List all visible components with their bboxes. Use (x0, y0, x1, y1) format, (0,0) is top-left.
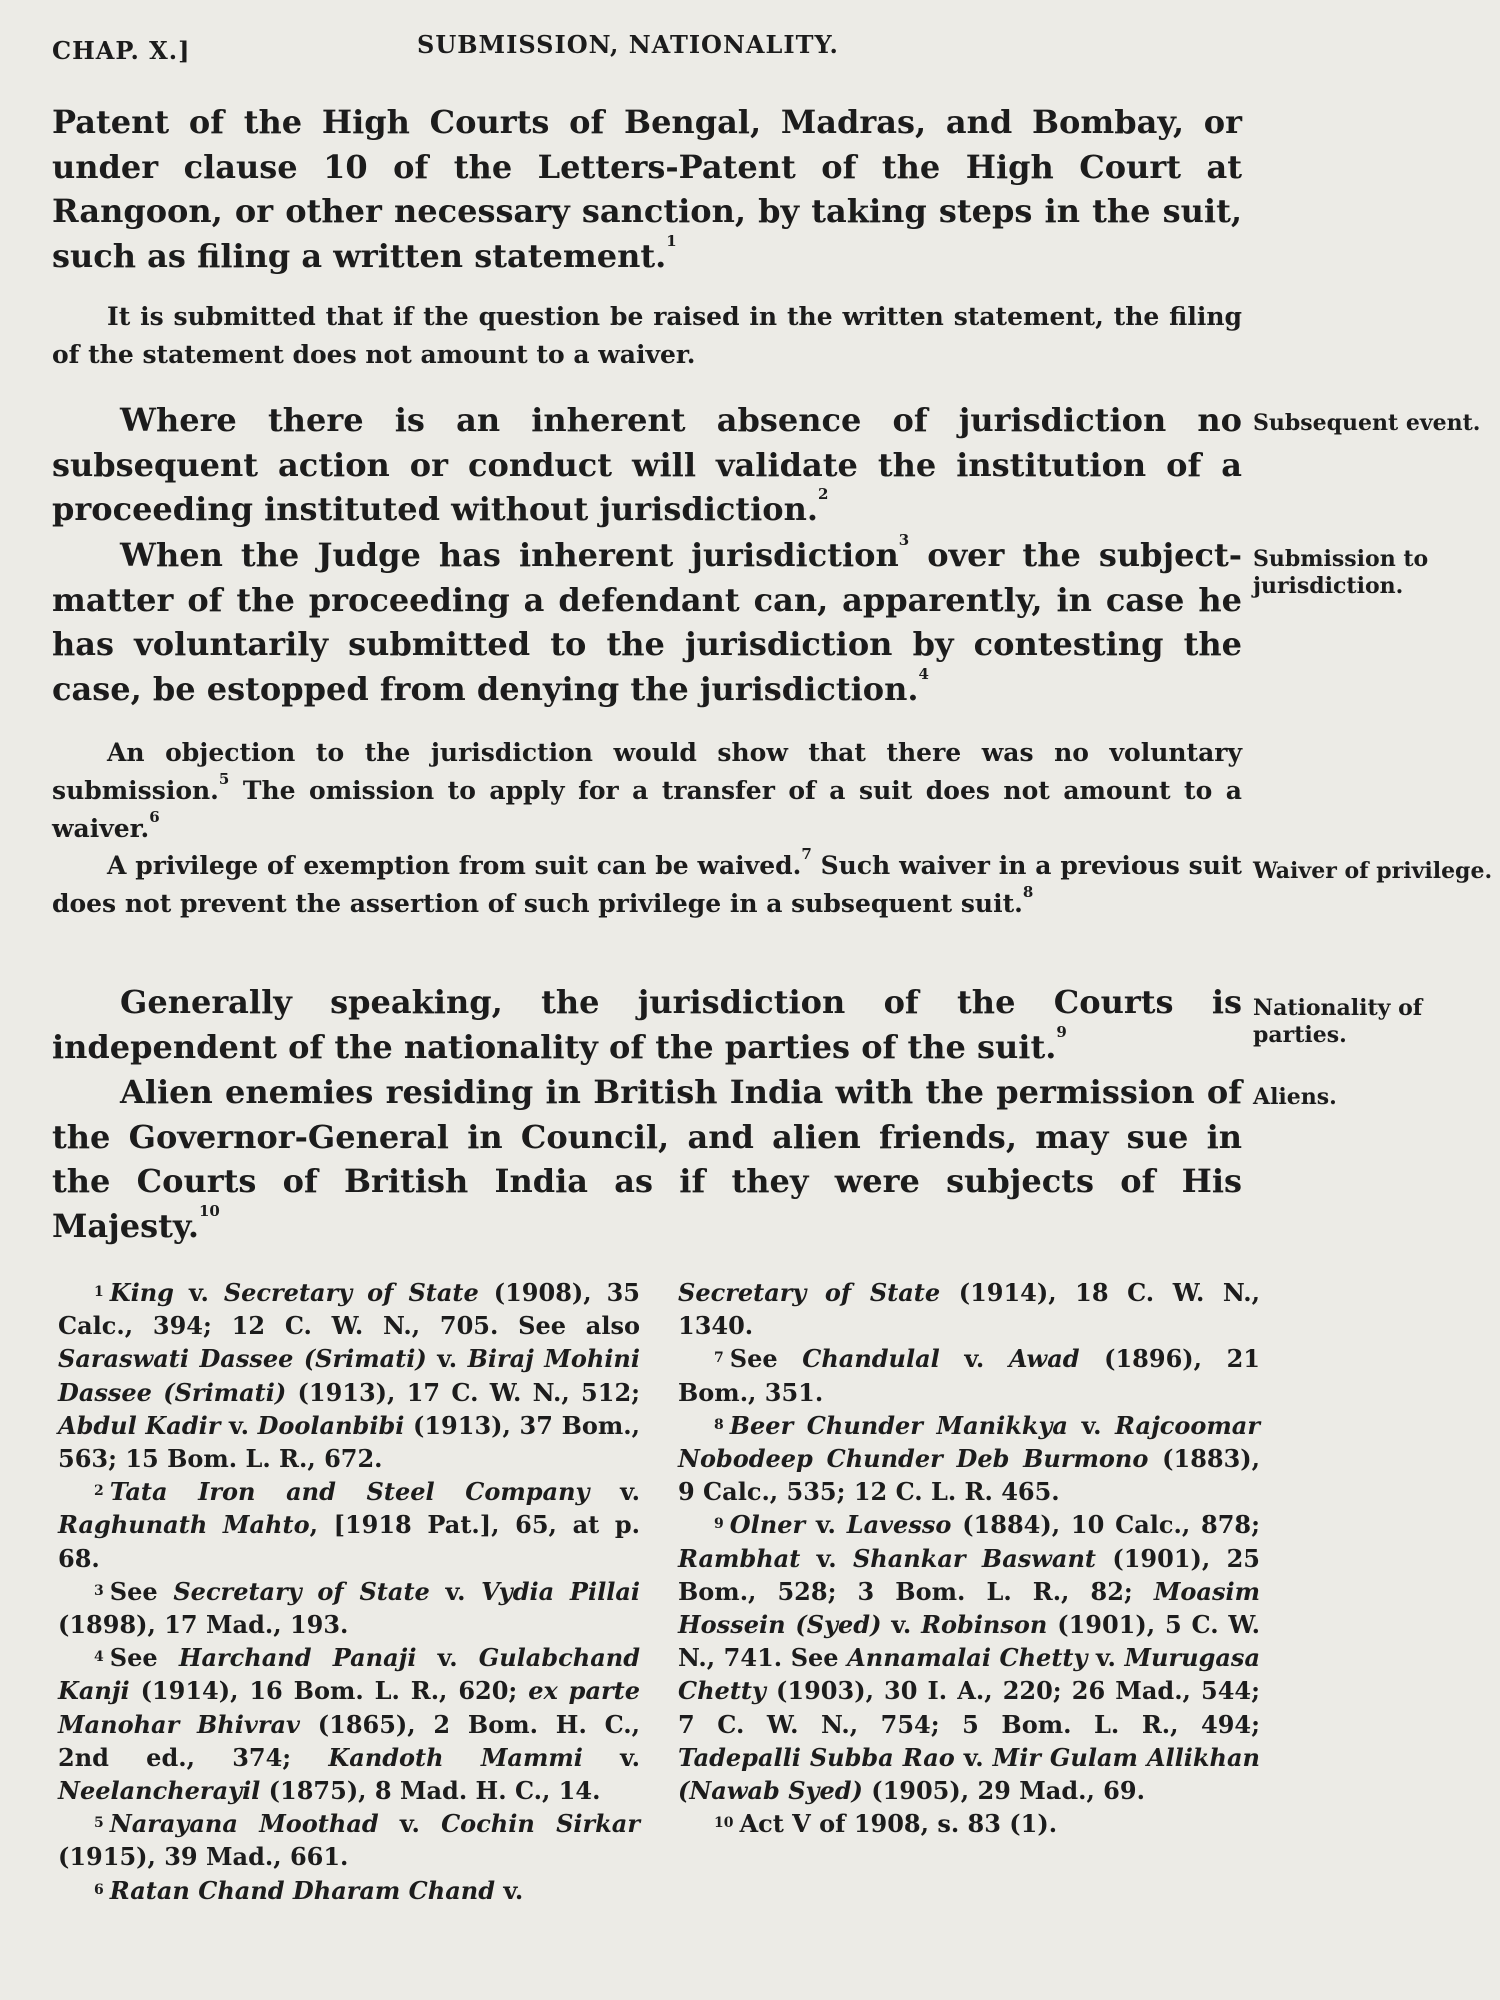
note-paragraph-2 (52, 734, 1242, 848)
footnote-2: $^2$ Tata Iron and Steel Company v. Raghunath Mahto, [1918 Pat.], 65, at p. 68. (58, 1477, 640, 1573)
footnote-3: $^3$ See Secretary of State v. Vydia Pillai (1898), 17 Mad., 193. (58, 1576, 640, 1640)
paragraph-5-text: Alien enemies residing in British India with the permission of the Governor-General in Council, and alien friends, may sue in the Courts of British India as if they were subjects of His Majesty. (52, 1073, 1242, 1245)
ref-3: 3 (898, 531, 910, 549)
footnote-7: $^7$ See Chandulal v. Awad (1896), 21 Bom., 351. (678, 1344, 1260, 1407)
note-paragraph-3 (52, 847, 1242, 923)
footnote-6-start: $^6$ Ratan Chand Dharam Chand v. (94, 1875, 524, 1905)
sidenote-waiver: Waiver of privilege. (1253, 858, 1493, 884)
paragraph-4-text: Generally speaking, the jurisdiction of the Courts is independent of the nationality of the parties of the suit. (52, 983, 1242, 1066)
sidenote-aliens: Aliens. (1253, 1084, 1337, 1110)
ref-9: 9 (1056, 1022, 1067, 1041)
note-2-text-a: An objection to the jurisdiction would show that there was no voluntary submission. (52, 738, 1242, 805)
footnote-1: $^1$ King v. Secretary of State (1908), 35 Calc., 394; 12 C. W. N., 705. See also Saraswati Dassee (Srimati) v. Biraj Mohini Dassee (Srimati) (1913), 17 C. W. N., 512; Abdul Kadir v. Doolanbibi (1913), 37 Bom., 563; 15 Bom. L. R., 672. (58, 1278, 641, 1474)
footnote-10: $^{10}$ Act V of 1908, s. 83 (1). (714, 1809, 1058, 1839)
chapter-label: CHAP. X.] (52, 36, 191, 65)
footnote-6-cont: Secretary of State (1914), 18 C. W. N., 1340. (678, 1278, 1260, 1341)
note-paragraph-text: It is submitted that if the question be raised in the written statement, the filing of the statement does not amount to a waiver. (52, 302, 1242, 369)
running-header (52, 30, 1242, 70)
ref-4: 4 (918, 664, 929, 683)
footnote-9: $^9$ Olner v. Lavesso (1884), 10 Calc., 878; Rambhat v. Shankar Baswant (1901), 25 Bom., 528; 3 Bom. L. R., 82; Moasim Hossein (Syed) v. Robinson (1901), 5 C. W. N., 741. See Annamalai Chetty v. Murugasa Chetty (1903), 30 I. A., 220; 26 Mad., 544; 7 C. W. N., 754; 5 Bom. L. R., 494; Tadepalli Subba Rao v. Mir Gulam Allikhan (Nawab Syed) (1905), 29 Mad., 69. (678, 1510, 1260, 1806)
paragraph-2 (52, 398, 1242, 532)
ref-7: 7 (801, 845, 812, 863)
page-title: SUBMISSION, NATIONALITY. (417, 30, 839, 59)
footnote-5: $^5$ Narayana Moothad v. Cochin Sirkar (1915), 39 Mad., 661. (58, 1809, 640, 1872)
sidenote-nationality: Nationality of parties. (1253, 995, 1423, 1048)
sidenote-submission: Submission to jurisdiction. (1253, 546, 1429, 599)
note-2-text-b: The omission to apply for a transfer of a suit does not amount to a waiver. (52, 776, 1242, 843)
footnote-4: $^4$ See Harchand Panaji v. Gulabchand Kanji (1914), 16 Bom. L. R., 620; ex parte Manohar Bhivrav (1865), 2 Bom. H. C., 2nd ed., 374; Kandoth Mammi v. Neelancherayil (1875), 8 Mad. H. C., 14. (58, 1643, 641, 1806)
sidenote-subsequent-event: Subsequent event. (1253, 410, 1481, 436)
paragraph-5 (52, 1070, 1242, 1248)
paragraph-1-text: Patent of the High Courts of Bengal, Madras, and Bombay, or under clause 10 of the Letters-Patent of the High Court at Rangoon, or other necessary sanction, by taking steps in the suit, such as filing a written statement. (52, 103, 1242, 275)
note-3-text-b: Such waiver in a previous suit does not prevent the assertion of such privilege in a subsequent suit. (52, 851, 1242, 918)
ref-1: 1 (666, 231, 677, 250)
paragraph-1 (52, 100, 1242, 278)
note-paragraph (52, 298, 1242, 374)
ref-6: 6 (149, 808, 160, 826)
ref-5: 5 (218, 770, 230, 788)
ref-8: 8 (1022, 883, 1034, 901)
paragraph-3 (52, 533, 1242, 711)
footnote-8: $^8$ Beer Chunder Manikkya v. Rajcoomar Nobodeep Chunder Deb Burmono (1883), 9 Calc., 535; 12 C. L. R. 465. (678, 1410, 1260, 1507)
note-3-text-a: A privilege of exemption from suit can be waived. (107, 851, 802, 880)
ref-2: 2 (818, 485, 829, 503)
footnotes-left-column (58, 1276, 640, 1907)
paragraph-3-text-a: When the Judge has inherent jurisdiction (120, 536, 899, 574)
footnotes-right-column (678, 1276, 1260, 1840)
ref-10: 10 (198, 1201, 220, 1220)
paragraph-3-text-b: over the subject-matter of the proceeding a defendant can, apparently, in case he has voluntarily submitted to the jurisdiction by contesting the case, be estopped from denying the jurisdiction. (52, 536, 1243, 708)
paragraph-2-text: Where there is an inherent absence of jurisdiction no subsequent action or conduct will validate the institution of a proceeding instituted without jurisdiction. (52, 401, 1242, 528)
paragraph-4 (52, 980, 1242, 1069)
